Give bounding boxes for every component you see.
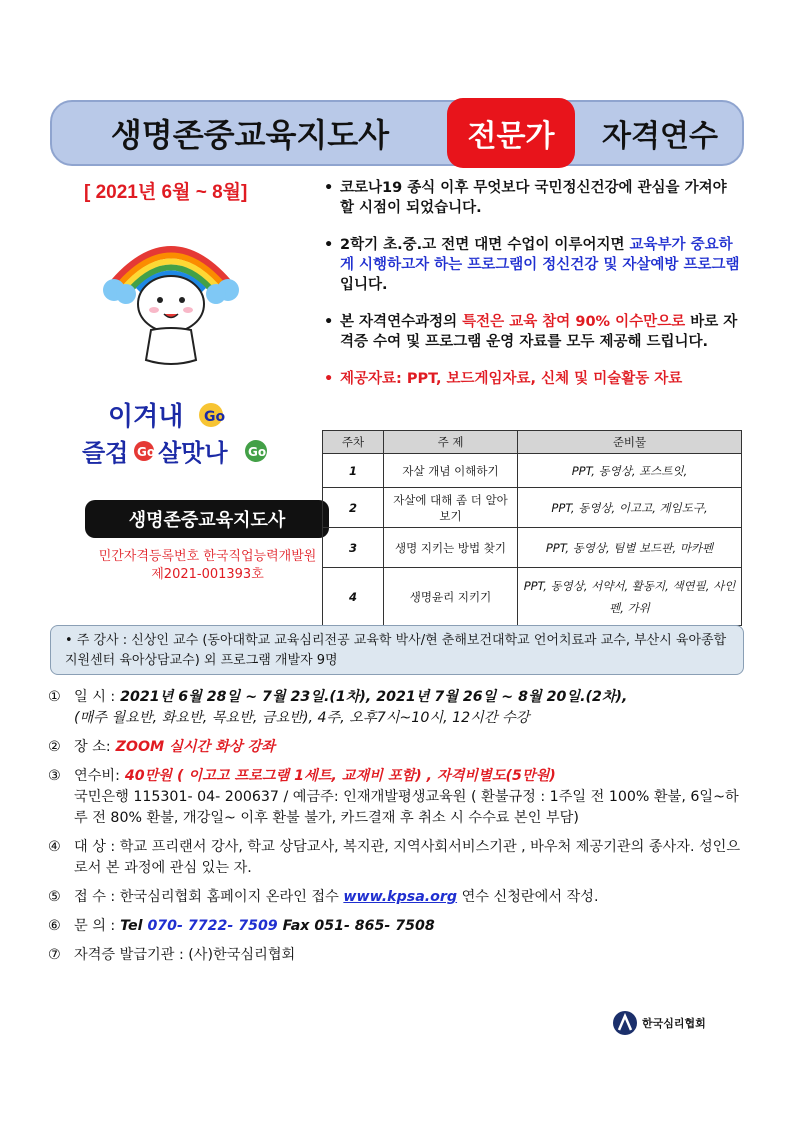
rainbow-mascot-icon <box>96 222 246 372</box>
period-label: [ 2021년 6월 ~ 8월] <box>84 182 248 203</box>
bullet-school-highlight: 교육부가 중요하게 시행하고자 하는 프로그램이 정신건강 및 자살예방 프로그램 <box>340 237 740 273</box>
footer-logo <box>612 1010 706 1036</box>
number-3-icon: ③ <box>48 768 61 784</box>
detail-place-text: ZOOM 실시간 화상 강좌 <box>110 739 275 755</box>
number-7-icon: ⑦ <box>48 947 61 963</box>
table-cell-materials: PPT, 동영상, 포스트잇, <box>518 454 742 488</box>
table-cell-topic: 생명 지키는 방법 찾기 <box>384 528 518 568</box>
detail-target-text: 학교 프리랜서 강사, 학교 상담교사, 복지관, 지역사회서비스기관 , 바우처 제공기관의 종사자. 성인으로서 본 과정에 관심 있는 자. <box>74 839 741 876</box>
detail-issuer <box>48 945 748 966</box>
table-row <box>323 454 742 488</box>
detail-fee <box>48 766 748 829</box>
table-header-row <box>323 431 742 454</box>
detail-fee-label: 연수비: <box>74 768 120 784</box>
table-cell-topic: 자살 개념 이해하기 <box>384 454 518 488</box>
detail-schedule-text2: (매주 월요반, 화요반, 목요반, 금요반), 4주, 오후7시~10시, 12시간 수강 <box>74 710 530 726</box>
detail-contact-tel-label: Tel <box>115 918 148 934</box>
number-6-icon: ⑥ <box>48 918 61 934</box>
detail-issuer-text: 자격증 발급기관 : (사)한국심리협회 <box>74 947 296 963</box>
bullet-materials: • 제공자료: PPT, 보드게임자료, 신체 및 미술활동 자료 <box>322 369 742 389</box>
bullet-school-text-a: 2학기 초.중.고 전면 대면 수업이 이루어지면 <box>340 237 630 253</box>
slogan-line2: 즐겁 <box>82 439 129 467</box>
table-cell-week: 3 <box>323 528 384 568</box>
bullet-covid: • 코로나19 종식 이후 무엇보다 국민정신건강에 관심을 가져야 할 시점이 되었습니다. <box>322 178 742 218</box>
detail-schedule-label: 일 시 : <box>74 689 116 705</box>
number-2-icon: ② <box>48 739 61 755</box>
table-header-materials: 준비물 <box>518 431 742 454</box>
registration-number <box>60 548 355 584</box>
detail-schedule <box>48 687 748 729</box>
bullet-school <box>322 235 742 295</box>
instructor-box <box>50 625 744 675</box>
svg-text:Go: Go <box>248 445 267 459</box>
title-badge: 전문가 <box>447 98 575 168</box>
cert-title-badge: 생명존중교육지도사 <box>85 500 329 538</box>
bullet-school-text-b: 입니다. <box>340 277 388 293</box>
page-title: 생명존중교육지도사 <box>110 116 390 154</box>
bullet-benefit-highlight: 특전은 교육 참여 90% 이수만으로 <box>462 314 686 330</box>
bullet-benefit <box>322 312 742 352</box>
detail-apply-label: 접 수 : <box>74 889 116 905</box>
footer-org-name: 한국심리협회 <box>642 1017 706 1030</box>
slogan-logo <box>78 393 298 471</box>
schedule-table <box>322 430 742 626</box>
table-cell-topic: 자살에 대해 좀 더 알아보기 <box>384 488 518 528</box>
registration-line2: 제2021-001393호 <box>151 567 264 582</box>
table-cell-topic: 생명윤리 지키기 <box>384 568 518 626</box>
table-row <box>323 568 742 626</box>
detail-target <box>48 837 748 879</box>
fax-number: Fax 051- 865- 7508 <box>277 918 435 934</box>
table-header-topic: 주 제 <box>384 431 518 454</box>
table-cell-week: 4 <box>323 568 384 626</box>
bullet-benefit-text-a: 본 자격연수과정의 <box>340 314 463 330</box>
detail-target-label: 대 상 : <box>74 839 116 855</box>
number-4-icon: ④ <box>48 839 61 855</box>
detail-fee-account: 국민은행 115301- 04- 200637 / 예금주: 인재개발평생교육원 ( 환불규정 : 1주일 전 100% 환불, 6일~하루 전 80% 환불, 개강일~ 이후 환불 불가, 카드결재 후 취소 시 수수료 본인 부담) <box>74 789 739 826</box>
svg-text:Go: Go <box>204 409 226 425</box>
number-5-icon: ⑤ <box>48 889 61 905</box>
detail-contact-label: 문 의 : <box>74 918 116 934</box>
table-cell-materials: PPT, 동영상, 이고고, 게임도구, <box>518 488 742 528</box>
registration-line1: 민간자격등록번호 한국직업능력개발원 <box>98 549 317 564</box>
intro-bullets <box>322 178 742 406</box>
table-cell-week: 2 <box>323 488 384 528</box>
detail-contact <box>48 916 748 937</box>
bullet-benefit-text-b: 바로 자격증 수여 및 프로그램 운영 자료를 모두 제공해 드립니다. <box>340 314 738 350</box>
detail-apply-text2: 연수 신청란에서 작성. <box>457 889 599 905</box>
detail-place-label: 장 소: <box>74 739 111 755</box>
table-cell-week: 1 <box>323 454 384 488</box>
detail-apply-text: 한국심리협회 홈페이지 온라인 접수 <box>115 889 344 905</box>
slogan-line1: 이겨내 <box>108 402 184 432</box>
number-1-icon: ① <box>48 689 61 705</box>
kpsa-logo-icon <box>612 1010 638 1036</box>
svg-text:Go: Go <box>137 445 156 459</box>
bullet-dot: • <box>65 633 77 648</box>
detail-fee-text: 40만원 ( 이고고 프로그램 1세트, 교재비 포함) , 자격비별도(5만원) <box>119 768 556 784</box>
detail-place <box>48 737 748 758</box>
website-link[interactable]: www.kpsa.org <box>343 889 458 905</box>
detail-schedule-text: 2021년 6월 28일 ~ 7월 23일.(1차), 2021년 7월 26일 ~ 8월 20일.(2차), <box>115 689 628 705</box>
table-header-week: 주차 <box>323 431 384 454</box>
svg-text:살맛나: 살맛나 <box>158 439 228 467</box>
phone-number[interactable]: 070- 7722- 7509 <box>147 918 278 934</box>
table-cell-materials: PPT, 동영상, 팀별 보드판, 마카펜 <box>518 528 742 568</box>
table-cell-materials: PPT, 동영상, 서약서, 활동지, 색연필, 사인펜, 가위 <box>518 568 742 626</box>
table-row <box>323 488 742 528</box>
detail-apply <box>48 887 748 908</box>
table-row <box>323 528 742 568</box>
course-details <box>48 687 748 974</box>
instructor-text: 주 강사 : 신상인 교수 (동아대학교 교육심리전공 교육학 박사/현 춘해보건대학교 언어치료과 교수, 부산시 육아종합지원센터 육아상담교수) 외 프로그램 개발자 9명 <box>65 633 727 668</box>
title-suffix: 자격연수 <box>602 119 718 154</box>
